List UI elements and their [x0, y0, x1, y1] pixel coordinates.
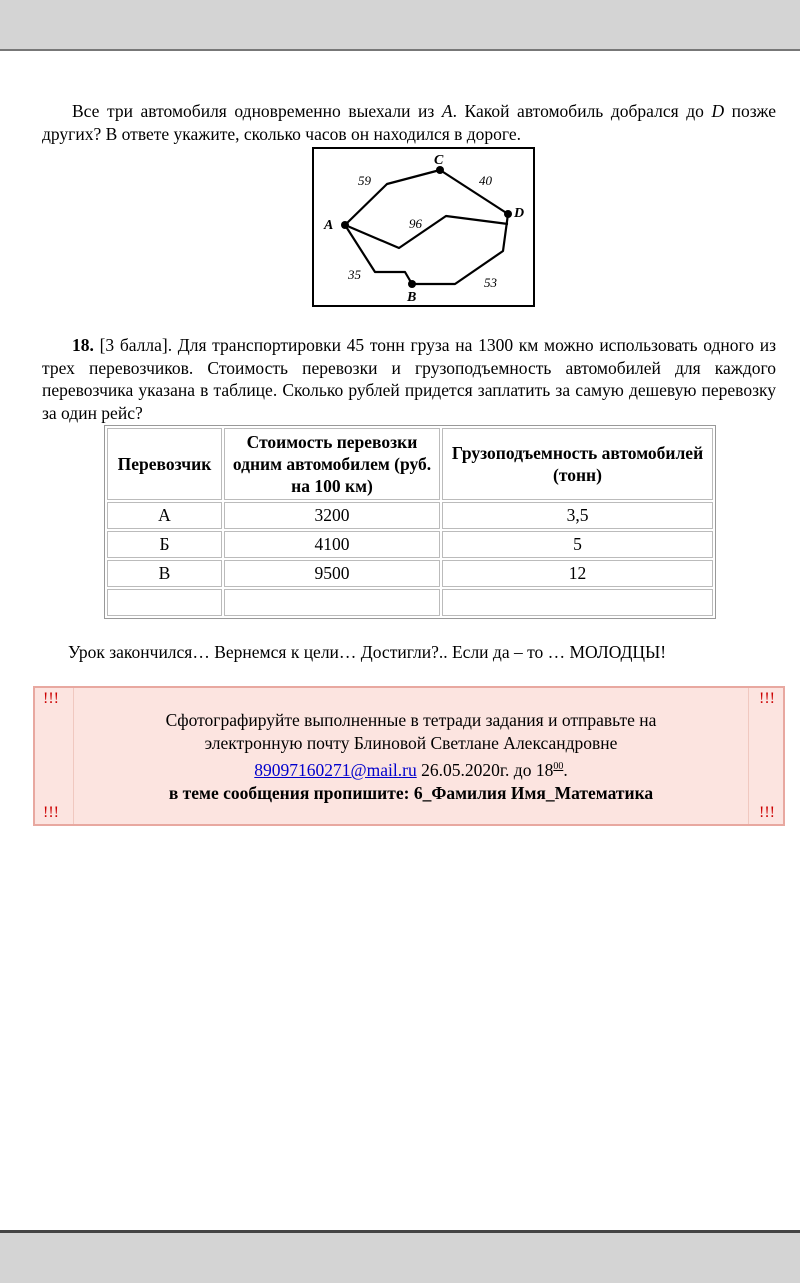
route-graph-figure [312, 147, 535, 307]
table-cell: 5 [442, 531, 713, 558]
notice-subject-instruction: в теме сообщения пропишите: 6_Фамилия Имя_Математика [168, 782, 654, 803]
header-carrier: Перевозчик [107, 428, 222, 500]
document-page [0, 51, 800, 1230]
table-cell [107, 589, 222, 616]
task17-text [42, 100, 776, 145]
table-cell: 3,5 [442, 502, 713, 529]
header-capacity: Грузоподъемность автомобилей (тонн) [442, 428, 713, 500]
table-row [107, 502, 713, 529]
task18-number: 18. [72, 335, 94, 355]
node-a-label: A [324, 218, 334, 233]
table-row [107, 560, 713, 587]
bottom-toolbar [0, 1230, 800, 1283]
deadline-end: . [563, 759, 568, 780]
node-d-dot [504, 210, 512, 218]
closing-remark: Урок закончился… Вернемся к цели… Достигли?.. Если да – то … МОЛОДЦЫ! [68, 642, 667, 662]
notice-text [74, 709, 748, 805]
table-cell [224, 589, 440, 616]
table-cell: 4100 [224, 531, 440, 558]
node-c-label: C [434, 153, 444, 168]
edge-ad-weight: 96 [409, 216, 422, 231]
exclamation-mark-bottom-left: !!! [43, 804, 59, 821]
edge-ac-weight: 59 [358, 173, 371, 188]
exclamation-mark-top-left: !!! [43, 690, 59, 707]
task17-point-d: D [711, 101, 725, 121]
notice-line-3 [74, 755, 748, 782]
header-cost: Стоимость перевозки одним автомобилем (руб. на 100 км) [224, 428, 440, 500]
exclamation-mark-top-right: !!! [759, 690, 775, 707]
top-toolbar [0, 0, 800, 51]
email-link[interactable]: 89097160271@mail.ru [254, 759, 417, 780]
edge-cd-weight: 40 [479, 173, 492, 188]
table-row [107, 589, 713, 616]
route-graph [314, 149, 533, 305]
task17-part3: позже других? В ответе укажите, сколько часов он находился в дороге. [42, 101, 777, 144]
table-cell: В [107, 560, 222, 587]
task17-part1: Все три автомобиля одновременно выехали из [72, 101, 442, 121]
table-cell [442, 589, 713, 616]
task17-point-a: A [441, 101, 453, 121]
table-header-row [107, 428, 713, 500]
node-b-label: B [407, 290, 417, 305]
node-b-dot [408, 280, 416, 288]
table-cell: Б [107, 531, 222, 558]
notice-inner [73, 688, 749, 824]
deadline-minutes: 00 [553, 761, 564, 772]
carriers-table [104, 425, 716, 619]
table-cell: 3200 [224, 502, 440, 529]
deadline-date: 26.05.2020г. до 18 [416, 759, 554, 780]
edge-c-d [440, 170, 508, 214]
edge-ab-weight: 35 [348, 267, 361, 282]
notice-line-1: Сфотографируйте выполненные в тетради задания и отправьте на [165, 710, 657, 730]
submission-notice [33, 686, 785, 826]
task17-part2: . Какой автомобиль добрался до [452, 101, 712, 121]
edge-a-d-upper [345, 216, 508, 248]
edge-bd-weight: 53 [484, 275, 497, 290]
notice-line-2: электронную почту Блиновой Светлане Александровне [204, 733, 618, 753]
node-a-dot [341, 221, 349, 229]
task18-text [42, 334, 776, 424]
exclamation-mark-bottom-right: !!! [759, 804, 775, 821]
table-cell: 9500 [224, 560, 440, 587]
table-row [107, 531, 713, 558]
edge-b-d [412, 214, 508, 284]
table-cell: 12 [442, 560, 713, 587]
task18-body: [3 балла]. Для транспортировки 45 тонн груза на 1300 км можно использовать одного из трех перевозчиков. Стоимость перевозки и грузоподъемность автомобилей для каждого перевозчика указана в таблице. Сколько рублей придется заплатить за самую дешевую перевозку за один рейс? [42, 335, 776, 423]
table-cell: А [107, 502, 222, 529]
node-d-label: D [514, 206, 525, 221]
